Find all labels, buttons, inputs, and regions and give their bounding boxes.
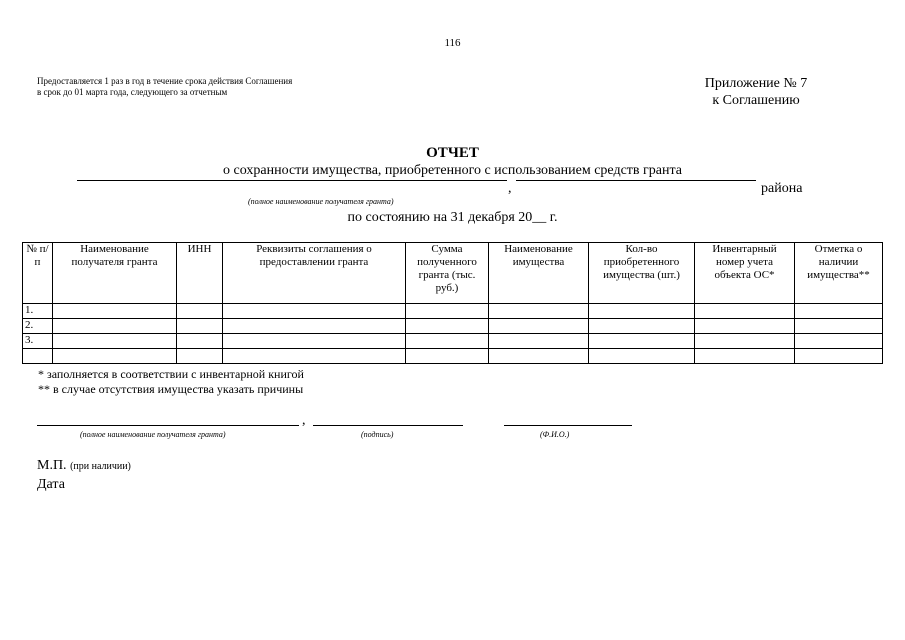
fio-caption: (Ф.И.О.) bbox=[540, 430, 570, 439]
property-table bbox=[22, 242, 883, 364]
signature-comma: , bbox=[302, 413, 306, 428]
column-header-recipient: Наименование получателя гранта bbox=[53, 243, 177, 304]
column-header-quantity: Кол-во приобретенного имущества (шт.) bbox=[589, 243, 695, 304]
report-title: ОТЧЕТ bbox=[426, 145, 479, 161]
column-header-grant-amount: Сумма полученного гранта (тыс. руб.) bbox=[406, 243, 489, 304]
row-number: 3. bbox=[23, 334, 53, 349]
column-header-inn: ИНН bbox=[177, 243, 223, 304]
signature-name-caption: (полное наименование получателя гранта) bbox=[80, 430, 226, 439]
recipient-comma: , bbox=[508, 181, 512, 196]
column-header-number: № п/п bbox=[23, 243, 53, 304]
table-row bbox=[23, 349, 883, 364]
signature-name-line bbox=[37, 425, 299, 426]
appendix-number: Приложение № 7 bbox=[704, 76, 808, 91]
table-header-row bbox=[23, 243, 883, 304]
signature-caption: (подпись) bbox=[361, 430, 394, 439]
column-header-inventory-number: Инвентарный номер учета объекта ОС* bbox=[695, 243, 795, 304]
date-label: Дата bbox=[37, 477, 65, 492]
table-row bbox=[23, 319, 883, 334]
as-of-date: по состоянию на 31 декабря 20__ г. bbox=[347, 210, 558, 225]
report-subtitle: о сохранности имущества, приобретенного с использованием средств гранта bbox=[223, 163, 682, 178]
row-number bbox=[23, 349, 53, 364]
column-header-agreement: Реквизиты соглашения о предоставлении гранта bbox=[223, 243, 406, 304]
row-number: 1. bbox=[23, 304, 53, 319]
table-row bbox=[23, 304, 883, 319]
stamp-abbrev: М.П. bbox=[37, 458, 67, 473]
appendix-agreement: к Соглашению bbox=[712, 93, 800, 108]
column-header-property-name: Наименование имущества bbox=[489, 243, 589, 304]
page-number: 116 bbox=[444, 37, 461, 49]
submission-note-line-1: Предоставляется 1 раз в год в течение срока действия Соглашения bbox=[37, 76, 293, 86]
row-number: 2. bbox=[23, 319, 53, 334]
district-suffix: района bbox=[761, 181, 803, 196]
stamp-label bbox=[37, 458, 131, 474]
recipient-caption: (полное наименование получателя гранта) bbox=[248, 197, 394, 206]
signature-line bbox=[313, 425, 463, 426]
district-name-line bbox=[516, 180, 756, 181]
fio-line bbox=[504, 425, 632, 426]
footnote-absence: ** в случае отсутствия имущества указать причины bbox=[38, 382, 304, 396]
footnote-inventory: * заполняется в соответствии с инвентарной книгой bbox=[38, 367, 304, 381]
stamp-note: (при наличии) bbox=[70, 461, 131, 472]
column-header-availability: Отметка о наличии имущества** bbox=[795, 243, 883, 304]
submission-note-line-2: в срок до 01 марта года, следующего за отчетным bbox=[37, 87, 228, 97]
recipient-name-line bbox=[77, 180, 507, 181]
table-row bbox=[23, 334, 883, 349]
